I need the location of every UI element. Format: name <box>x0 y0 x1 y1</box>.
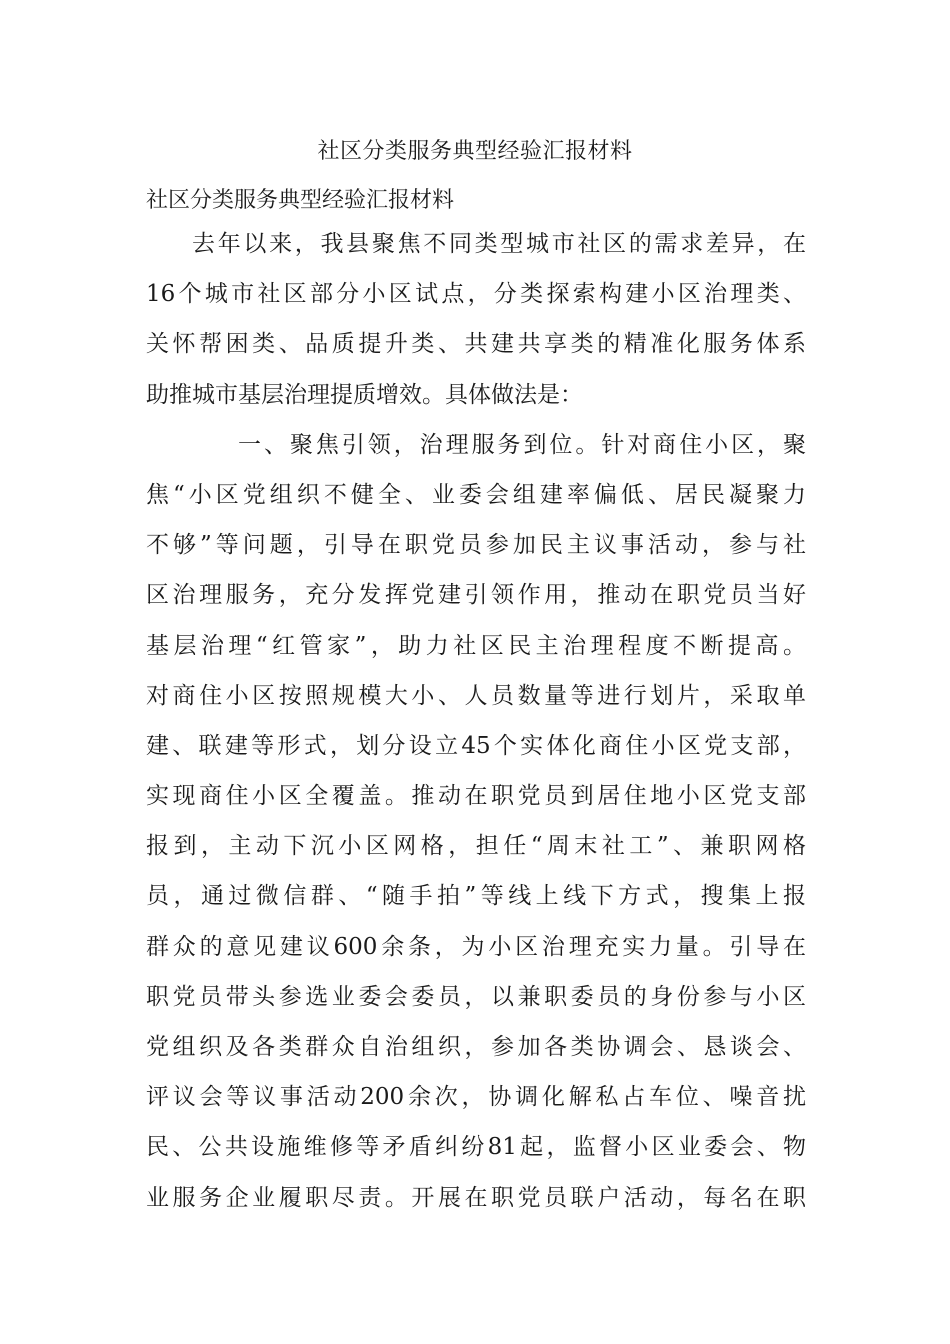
text-line: 业服务企业履职尽责。开展在职党员联户活动，每名在职 <box>146 1184 806 1211</box>
text-line: 16个城市社区部分小区试点，分类探索构建小区治理类、 <box>146 281 806 308</box>
text-line: 助推城市基层治理提质增效。具体做法是： <box>146 381 583 408</box>
document-body <box>146 183 806 1223</box>
text-line: 报到，主动下沉小区网格，担任“周末社工”、兼职网格 <box>146 833 806 860</box>
text-line: 对商住小区按照规模大小、人员数量等进行划片，采取单 <box>146 682 806 709</box>
text-line: 建、联建等形式，划分设立45个实体化商住小区党支部， <box>146 732 806 759</box>
section-heading-line: 一、聚焦引领，治理服务到位。针对商住小区，聚 <box>238 431 806 458</box>
document-subtitle: 社区分类服务典型经验汇报材料 <box>146 188 455 213</box>
text-line: 实现商住小区全覆盖。推动在职党员到居住地小区党支部 <box>146 783 806 810</box>
text-line: 员，通过微信群、“随手拍”等线上线下方式，搜集上报 <box>146 883 806 910</box>
text-line: 焦“小区党组织不健全、业委会组建率偏低、居民凝聚力 <box>146 481 806 508</box>
text-line: 群众的意见建议600余条，为小区治理充实力量。引导在 <box>146 933 806 960</box>
text-line: 民、公共设施维修等矛盾纠纷81起，监督小区业委会、物 <box>146 1134 806 1161</box>
text-line: 不够”等问题，引导在职党员参加民主议事活动，参与社 <box>146 532 806 559</box>
text-line: 区治理服务，充分发挥党建引领作用，推动在职党员当好 <box>146 582 806 609</box>
text-line: 评议会等议事活动200余次，协调化解私占车位、噪音扰 <box>146 1084 806 1111</box>
text-line: 关怀帮困类、品质提升类、共建共享类的精准化服务体系 <box>146 331 806 358</box>
text-line: 职党员带头参选业委会委员，以兼职委员的身份参与小区 <box>146 983 806 1010</box>
body-text <box>146 219 806 1223</box>
page-title: 社区分类服务典型经验汇报材料 <box>317 139 633 164</box>
text-line: 基层治理“红管家”，助力社区民主治理程度不断提高。 <box>146 632 806 659</box>
text-line: 去年以来，我县聚焦不同类型城市社区的需求差异，在 <box>192 231 806 257</box>
text-line: 党组织及各类群众自治组织，参加各类协调会、恳谈会、 <box>146 1034 806 1060</box>
